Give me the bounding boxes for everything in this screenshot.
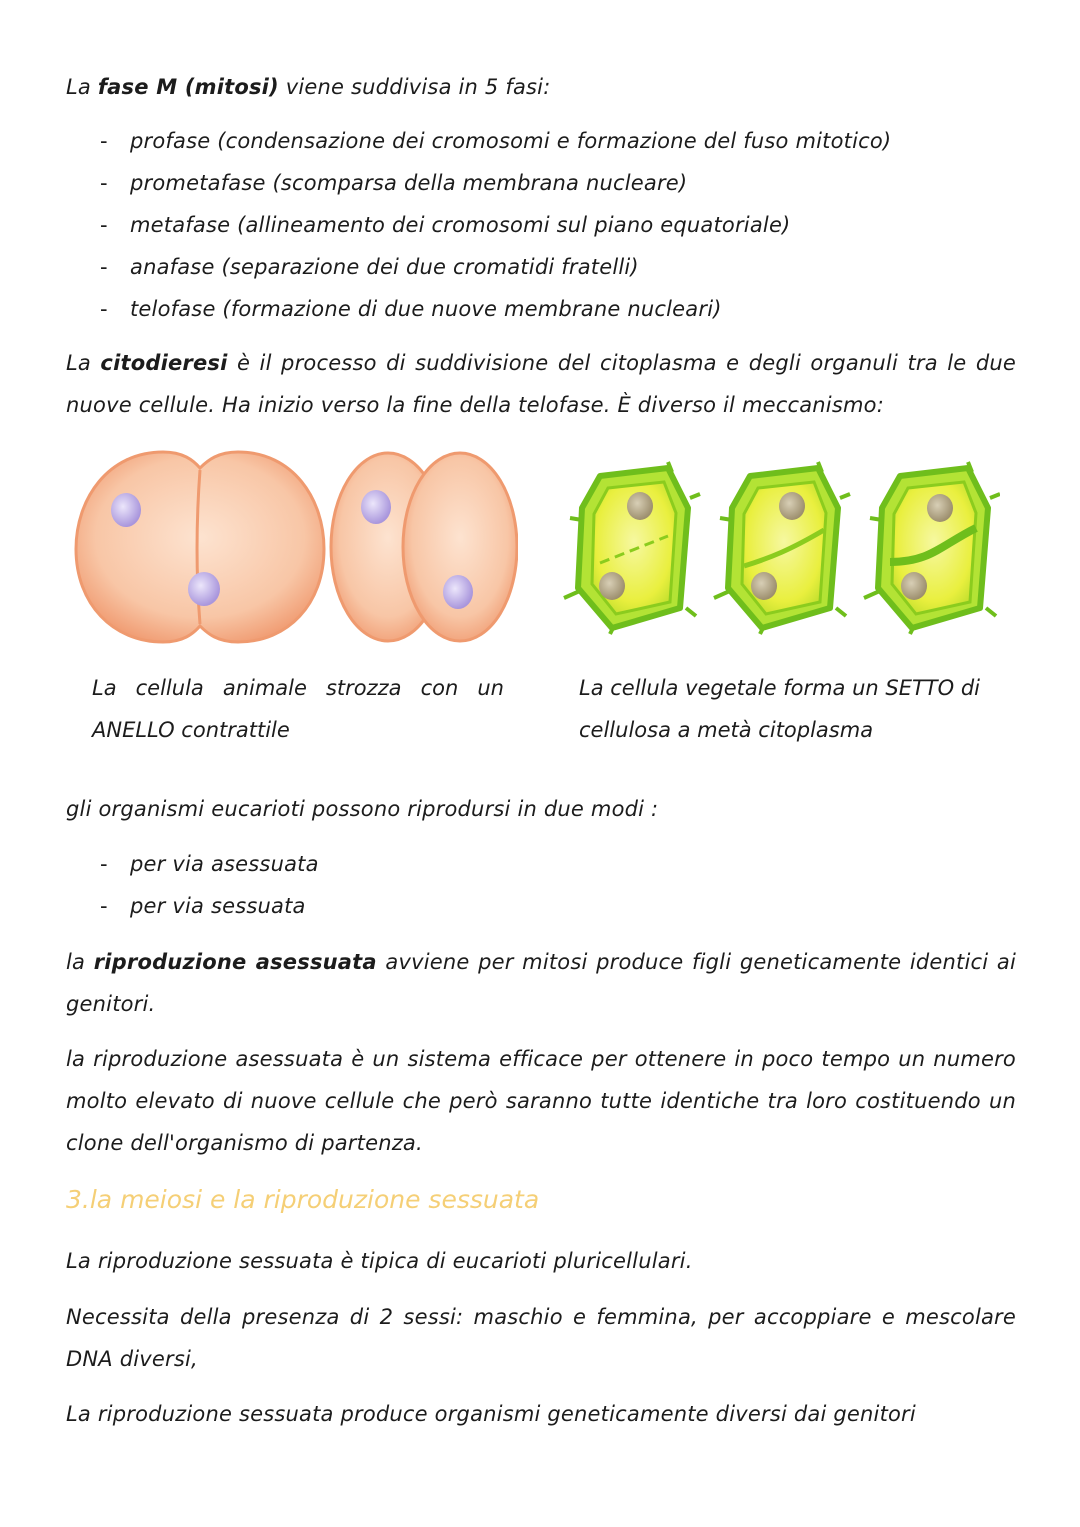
cytokinesis-term: citodieresi — [100, 351, 228, 375]
reproduction-mode-list — [100, 843, 1000, 927]
asexual-detail-paragraph: la riproduzione asessuata è un sistema efficace per ottenere in poco tempo un numero molto elevato di nuove cellule che però saranno tutte identiche tra loro costituendo un clone dell'organismo di partenza. — [66, 1047, 1016, 1155]
phase-item-telophase: - telofase (formazione di due nuove membrane nucleari) — [100, 288, 1000, 330]
mitosis-phase-list — [100, 120, 1000, 330]
plant-cytokinesis-figure — [560, 458, 1000, 644]
phase-item-prophase: - profase (condensazione dei cromosomi e formazione del fuso mitotico) — [100, 120, 1000, 162]
phase-item-anaphase: - anafase (separazione dei due cromatidi fratelli) — [100, 246, 1000, 288]
asexual-paragraph — [66, 941, 1016, 1025]
mitosis-intro-start: La — [66, 75, 98, 99]
mitosis-intro-end: viene suddivisa in 5 fasi: — [278, 75, 551, 99]
asexual-start: la — [66, 950, 94, 974]
nucleus-bottom — [188, 572, 220, 606]
plant-cell-2 — [714, 462, 850, 634]
mitosis-intro — [66, 66, 1016, 108]
mode-item-asexual: - per via asessuata — [100, 843, 1000, 885]
animal-cytokinesis-figure — [68, 444, 518, 650]
daughter-animal-cells — [331, 453, 517, 641]
phase-item-metaphase: - metafase (allineamento dei cromosomi sul piano equatoriale) — [100, 204, 1000, 246]
sexual-paragraph-1: La riproduzione sessuata è tipica di eucarioti pluricellulari. — [66, 1249, 693, 1273]
cytokinesis-start: La — [66, 351, 101, 375]
cytokinesis-paragraph — [66, 342, 1016, 426]
cytokinesis-end: è il processo di suddivisione del citoplasma e degli organuli tra le due nuove cellule. Ha inizio verso la fine della telofase. È diverso il meccanismo: — [66, 351, 1016, 417]
animal-cell-caption: La cellula animale strozza con un ANELLO contrattile — [92, 676, 504, 742]
nucleus-top — [111, 493, 141, 527]
reproduction-intro: gli organismi eucarioti possono riprodursi in due modi : — [66, 797, 659, 821]
sexual-paragraph-3: La riproduzione sessuata produce organismi geneticamente diversi dai genitori — [66, 1402, 916, 1426]
plant-cell-3 — [864, 462, 1000, 634]
mode-item-sexual: - per via sessuata — [100, 885, 1000, 927]
phase-item-prometaphase: - prometafase (scomparsa della membrana nucleare) — [100, 162, 1000, 204]
pinching-animal-cell — [76, 452, 324, 642]
plant-cell-1 — [564, 462, 700, 634]
sexual-paragraph-2: Necessita della presenza di 2 sessi: maschio e femmina, per accoppiare e mescolare DNA diversi, — [66, 1305, 1016, 1371]
plant-cell-caption: La cellula vegetale forma un SETTO di cellulosa a metà citoplasma — [579, 676, 980, 742]
mitosis-term: fase M (mitosi) — [97, 75, 279, 99]
asexual-term: riproduzione asessuata — [93, 950, 377, 974]
asexual-end: avviene per mitosi produce figli geneticamente identici ai genitori. — [66, 950, 1016, 1016]
section-heading: 3.la meiosi e la riproduzione sessuata — [66, 1185, 540, 1214]
